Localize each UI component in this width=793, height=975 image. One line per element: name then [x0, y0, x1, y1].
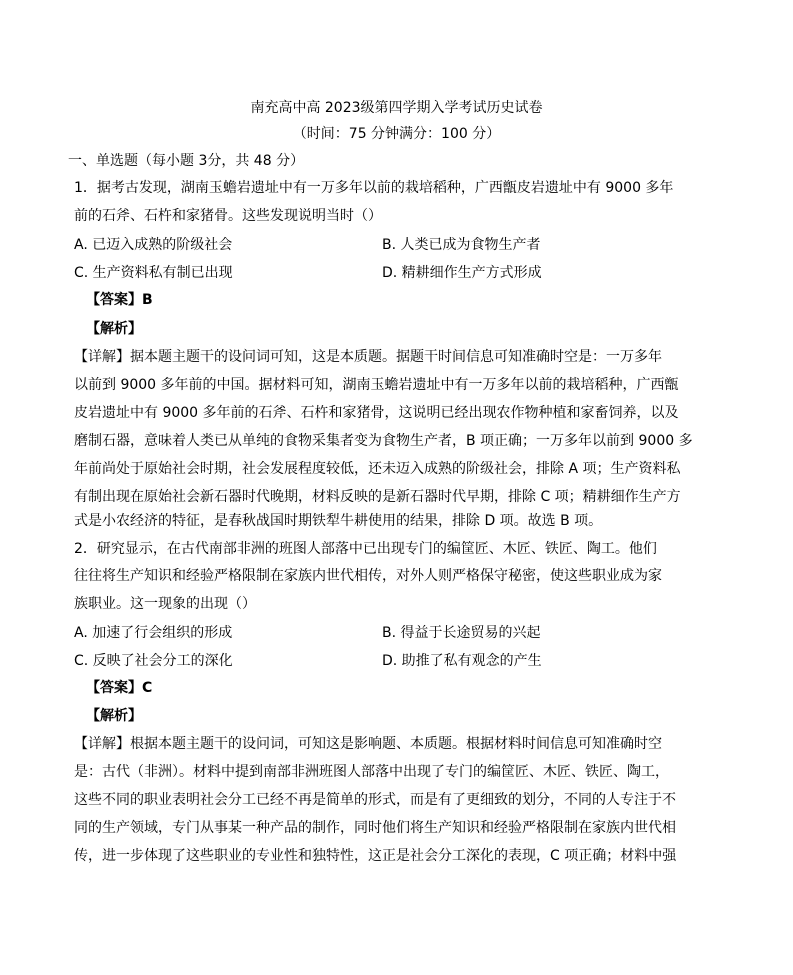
q1-option-b: B. 人类已成为食物生产者 — [382, 237, 541, 253]
q2-detail-line-4: 同的生产领域，专门从事某一种产品的制作，同时他们将生产知识和经验严格限制在家族内世代相 — [74, 820, 676, 836]
q1-detail-line-4: 磨制石器，意味着人类已从单纯的食物采集者变为食物生产者，B 项正确；一万多年以前到 9000 多 — [74, 433, 693, 449]
q2-stem-line-2: 往往将生产知识和经验严格限制在家族内世代相传，对外人则严格保守秘密，使这些职业成为家 — [74, 568, 662, 584]
q2-stem-line-1: 2．研究显示，在古代南部非洲的班图人部落中已出现专门的编筐匠、木匠、铁匠、陶工。他们 — [74, 541, 657, 557]
q1-option-d: D. 精耕细作生产方式形成 — [382, 265, 542, 281]
q2-detail-line-2: 是：古代（非洲）。材料中提到南部非洲班图人部落中出现了专门的编筐匠、木匠、铁匠、陶工， — [74, 764, 669, 780]
q2-analysis-label: 【解析】 — [86, 708, 142, 724]
q1-detail-line-3: 皮岩遗址中有 9000 多年前的石斧、石杵和家猪骨，这说明已经出现农作物种植和家畜饲养，以及 — [74, 405, 679, 421]
q2-option-d: D. 助推了私有观念的产生 — [382, 653, 542, 669]
section-heading: 一、单选题（每小题 3分，共 48 分） — [68, 153, 305, 169]
q1-detail-line-1: 【详解】据本题主题干的设问词可知，这是本质题。据题干时间信息可知准确时空是：一万多年 — [74, 349, 662, 365]
q1-answer: 【答案】B — [86, 292, 153, 308]
exam-subtitle: （时间：75 分钟满分：100 分） — [292, 126, 501, 142]
exam-title: 南充高中高 2023级第四学期入学考试历史试卷 — [250, 100, 543, 116]
q1-option-c: C. 生产资料私有制已出现 — [74, 265, 233, 281]
q2-option-a: A. 加速了行会组织的形成 — [74, 625, 233, 641]
q1-detail-line-2: 以前到 9000 多年前的中国。据材料可知，湖南玉蟾岩遗址中有一万多年以前的栽培稻种，广西甑 — [74, 377, 679, 393]
q2-detail-line-5: 传，进一步体现了这些职业的专业性和独特性，这正是社会分工深化的表现，C 项正确；材料中强 — [74, 848, 677, 864]
q2-detail-line-3: 这些不同的职业表明社会分工已经不再是简单的形式，而是有了更细致的划分，不同的人专注于不 — [74, 792, 676, 808]
q1-stem-line-2: 前的石斧、石杵和家猪骨。这些发现说明当时（） — [74, 208, 382, 224]
q1-detail-line-5: 年前尚处于原始社会时期，社会发展程度较低，还未迈入成熟的阶级社会，排除 A 项；生产资料私 — [74, 461, 681, 477]
q2-option-c: C. 反映了社会分工的深化 — [74, 653, 233, 669]
q1-stem-line-1: 1．据考古发现，湖南玉蟾岩遗址中有一万多年以前的栽培稻种，广西甑皮岩遗址中有 9000 多年 — [74, 180, 674, 196]
q2-detail-line-1: 【详解】根据本题主题干的设问词，可知这是影响题、本质题。根据材料时间信息可知准确时空 — [74, 736, 662, 752]
q1-detail-line-6: 有制出现在原始社会新石器时代晚期，材料反映的是新石器时代早期，排除 C 项；精耕细作生产方 — [74, 489, 681, 505]
q1-detail-line-7: 式是小农经济的特征，是春秋战国时期铁犁牛耕使用的结果，排除 D 项。故选 B 项。 — [74, 513, 603, 529]
q2-option-b: B. 得益于长途贸易的兴起 — [382, 625, 541, 641]
q2-stem-line-3: 族职业。这一现象的出现（） — [74, 596, 256, 612]
q1-analysis-label: 【解析】 — [86, 321, 142, 337]
q1-option-a: A. 已迈入成熟的阶级社会 — [74, 237, 233, 253]
q2-answer: 【答案】C — [86, 680, 153, 696]
